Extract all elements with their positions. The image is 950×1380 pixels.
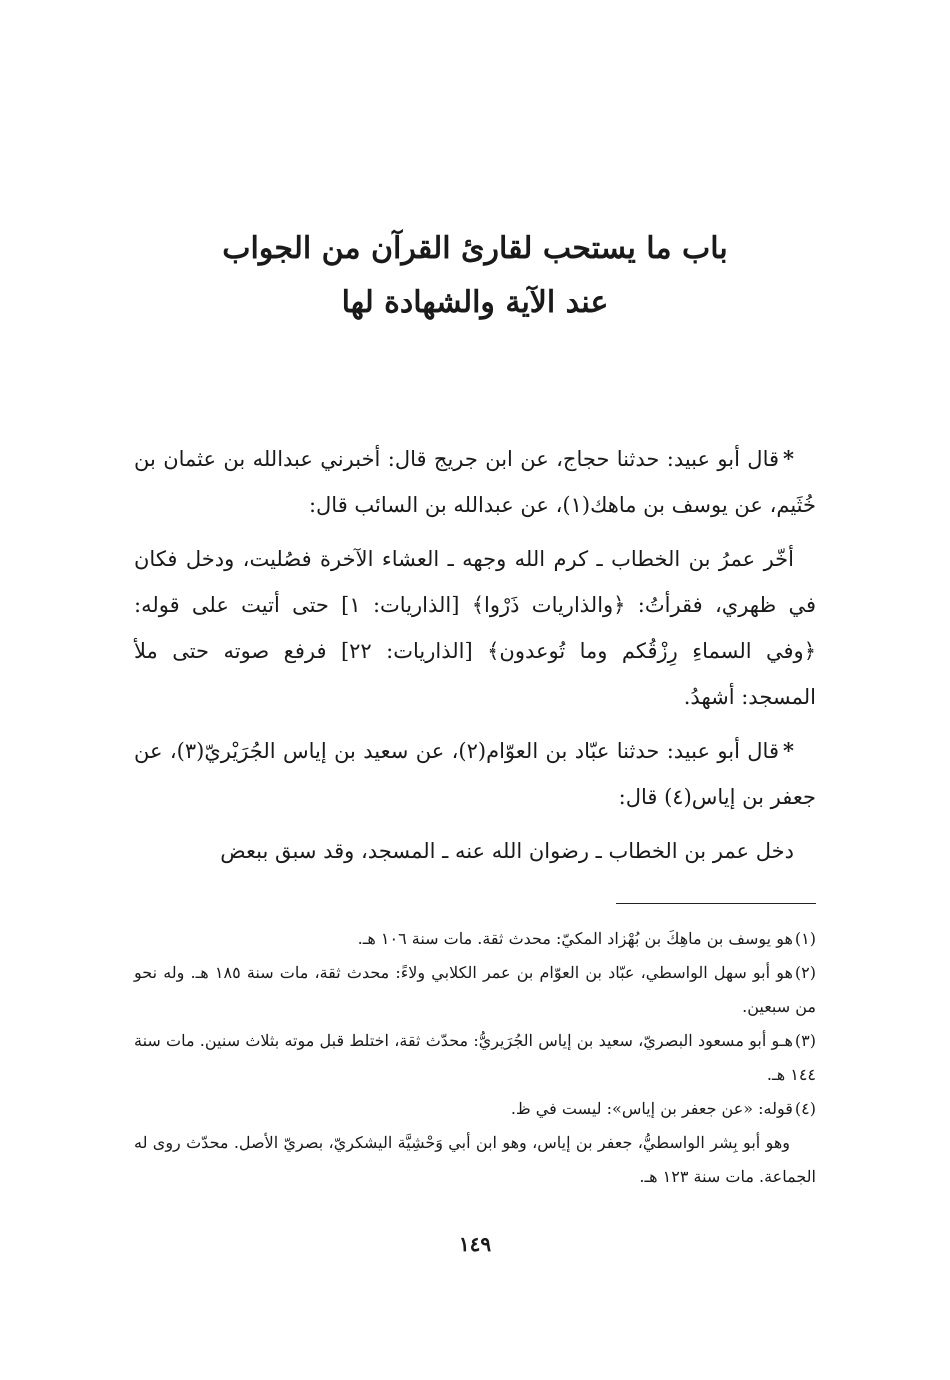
paragraph-3-text: قال أبو عبيد: حدثنا عبّاد بن العوّام(٢)، عن سعيد بن إياس الجُرَيْريّ(٣)، عن جعفر بن إياس(٤) قال: bbox=[134, 739, 816, 809]
footnote-3 bbox=[134, 1024, 816, 1092]
page-number: ١٤٩ bbox=[458, 1232, 492, 1256]
paragraph-marker: * bbox=[783, 446, 794, 471]
footnote-text: هو أبو سهل الواسطي، عبّاد بن العوّام بن عمر الكلابي ولاءً: محدث ثقة، مات سنة ١٨٥ هـ. وله نحو من سبعين. bbox=[134, 963, 816, 1016]
footnote-2 bbox=[134, 956, 816, 1024]
paragraph-2: أخّر عمرُ بن الخطاب ـ كرم الله وجهه ـ العشاء الآخرة فصُليت، ودخل فكان في ظهري، فقرأتُ: ﴿والذاريات ذَرْوا﴾ [الذاريات: ١] حتى أتيت على قوله: ﴿وفي السماءِ رِزْقُكم وما تُوعدون﴾ [الذاريات: ٢٢] فرفع صوته حتى ملأ المسجد: أشهدُ. bbox=[134, 547, 816, 709]
footnote-text: هـو أبو مسعود البصريّ، سعيد بن إياس الجُرَيريُّ: محدّث ثقة، اختلط قبل موته بثلاث سنين. مات سنة ١٤٤ هـ. bbox=[134, 1031, 816, 1084]
footnote-text: هو يوسف بن ماهِكَ بن بُهْزاد المكيّ: محدث ثقة. مات سنة ١٠٦ هـ. bbox=[357, 929, 793, 948]
footnote-number: (١) bbox=[794, 929, 816, 948]
footnote-number: (٣) bbox=[794, 1031, 816, 1050]
paragraph-4: دخل عمر بن الخطاب ـ رضوان الله عنه ـ المسجد، وقد سبق ببعض bbox=[220, 839, 794, 863]
paragraph-marker: * bbox=[783, 738, 794, 763]
footnote-number: (٢) bbox=[794, 963, 816, 982]
footnote-text: قوله: «عن جعفر بن إياس»: ليست في ظ. bbox=[510, 1099, 793, 1118]
main-text bbox=[134, 436, 816, 882]
chapter-title-line-2: عند الآية والشهادة لها bbox=[341, 285, 609, 320]
footnote-number: (٤) bbox=[794, 1099, 816, 1118]
footnote-4 bbox=[134, 1092, 816, 1126]
footnote-separator bbox=[616, 903, 816, 904]
footnotes bbox=[134, 922, 816, 1194]
paragraph-1 bbox=[134, 436, 816, 528]
footnote-text: وهو أبو بِشر الواسطيُّ، جعفر بن إياس، وهو ابن أبي وَحْشِيَّة اليشكريّ، بصريّ الأصل. محدّث روى له الجماعة. مات سنة ١٢٣ هـ. bbox=[134, 1133, 816, 1186]
paragraph-3 bbox=[134, 728, 816, 820]
footnote-4-continuation bbox=[134, 1126, 816, 1194]
paragraph-1-text: قال أبو عبيد: حدثنا حجاج، عن ابن جريج قال: أخبرني عبدالله بن عثمان بن خُثَيم، عن يوسف بن ماهك(١)، عن عبدالله بن السائب قال: bbox=[134, 447, 816, 517]
footnote-1 bbox=[134, 922, 816, 956]
chapter-title bbox=[150, 222, 800, 330]
chapter-title-line-1: باب ما يستحب لقارئ القرآن من الجواب bbox=[222, 231, 728, 266]
